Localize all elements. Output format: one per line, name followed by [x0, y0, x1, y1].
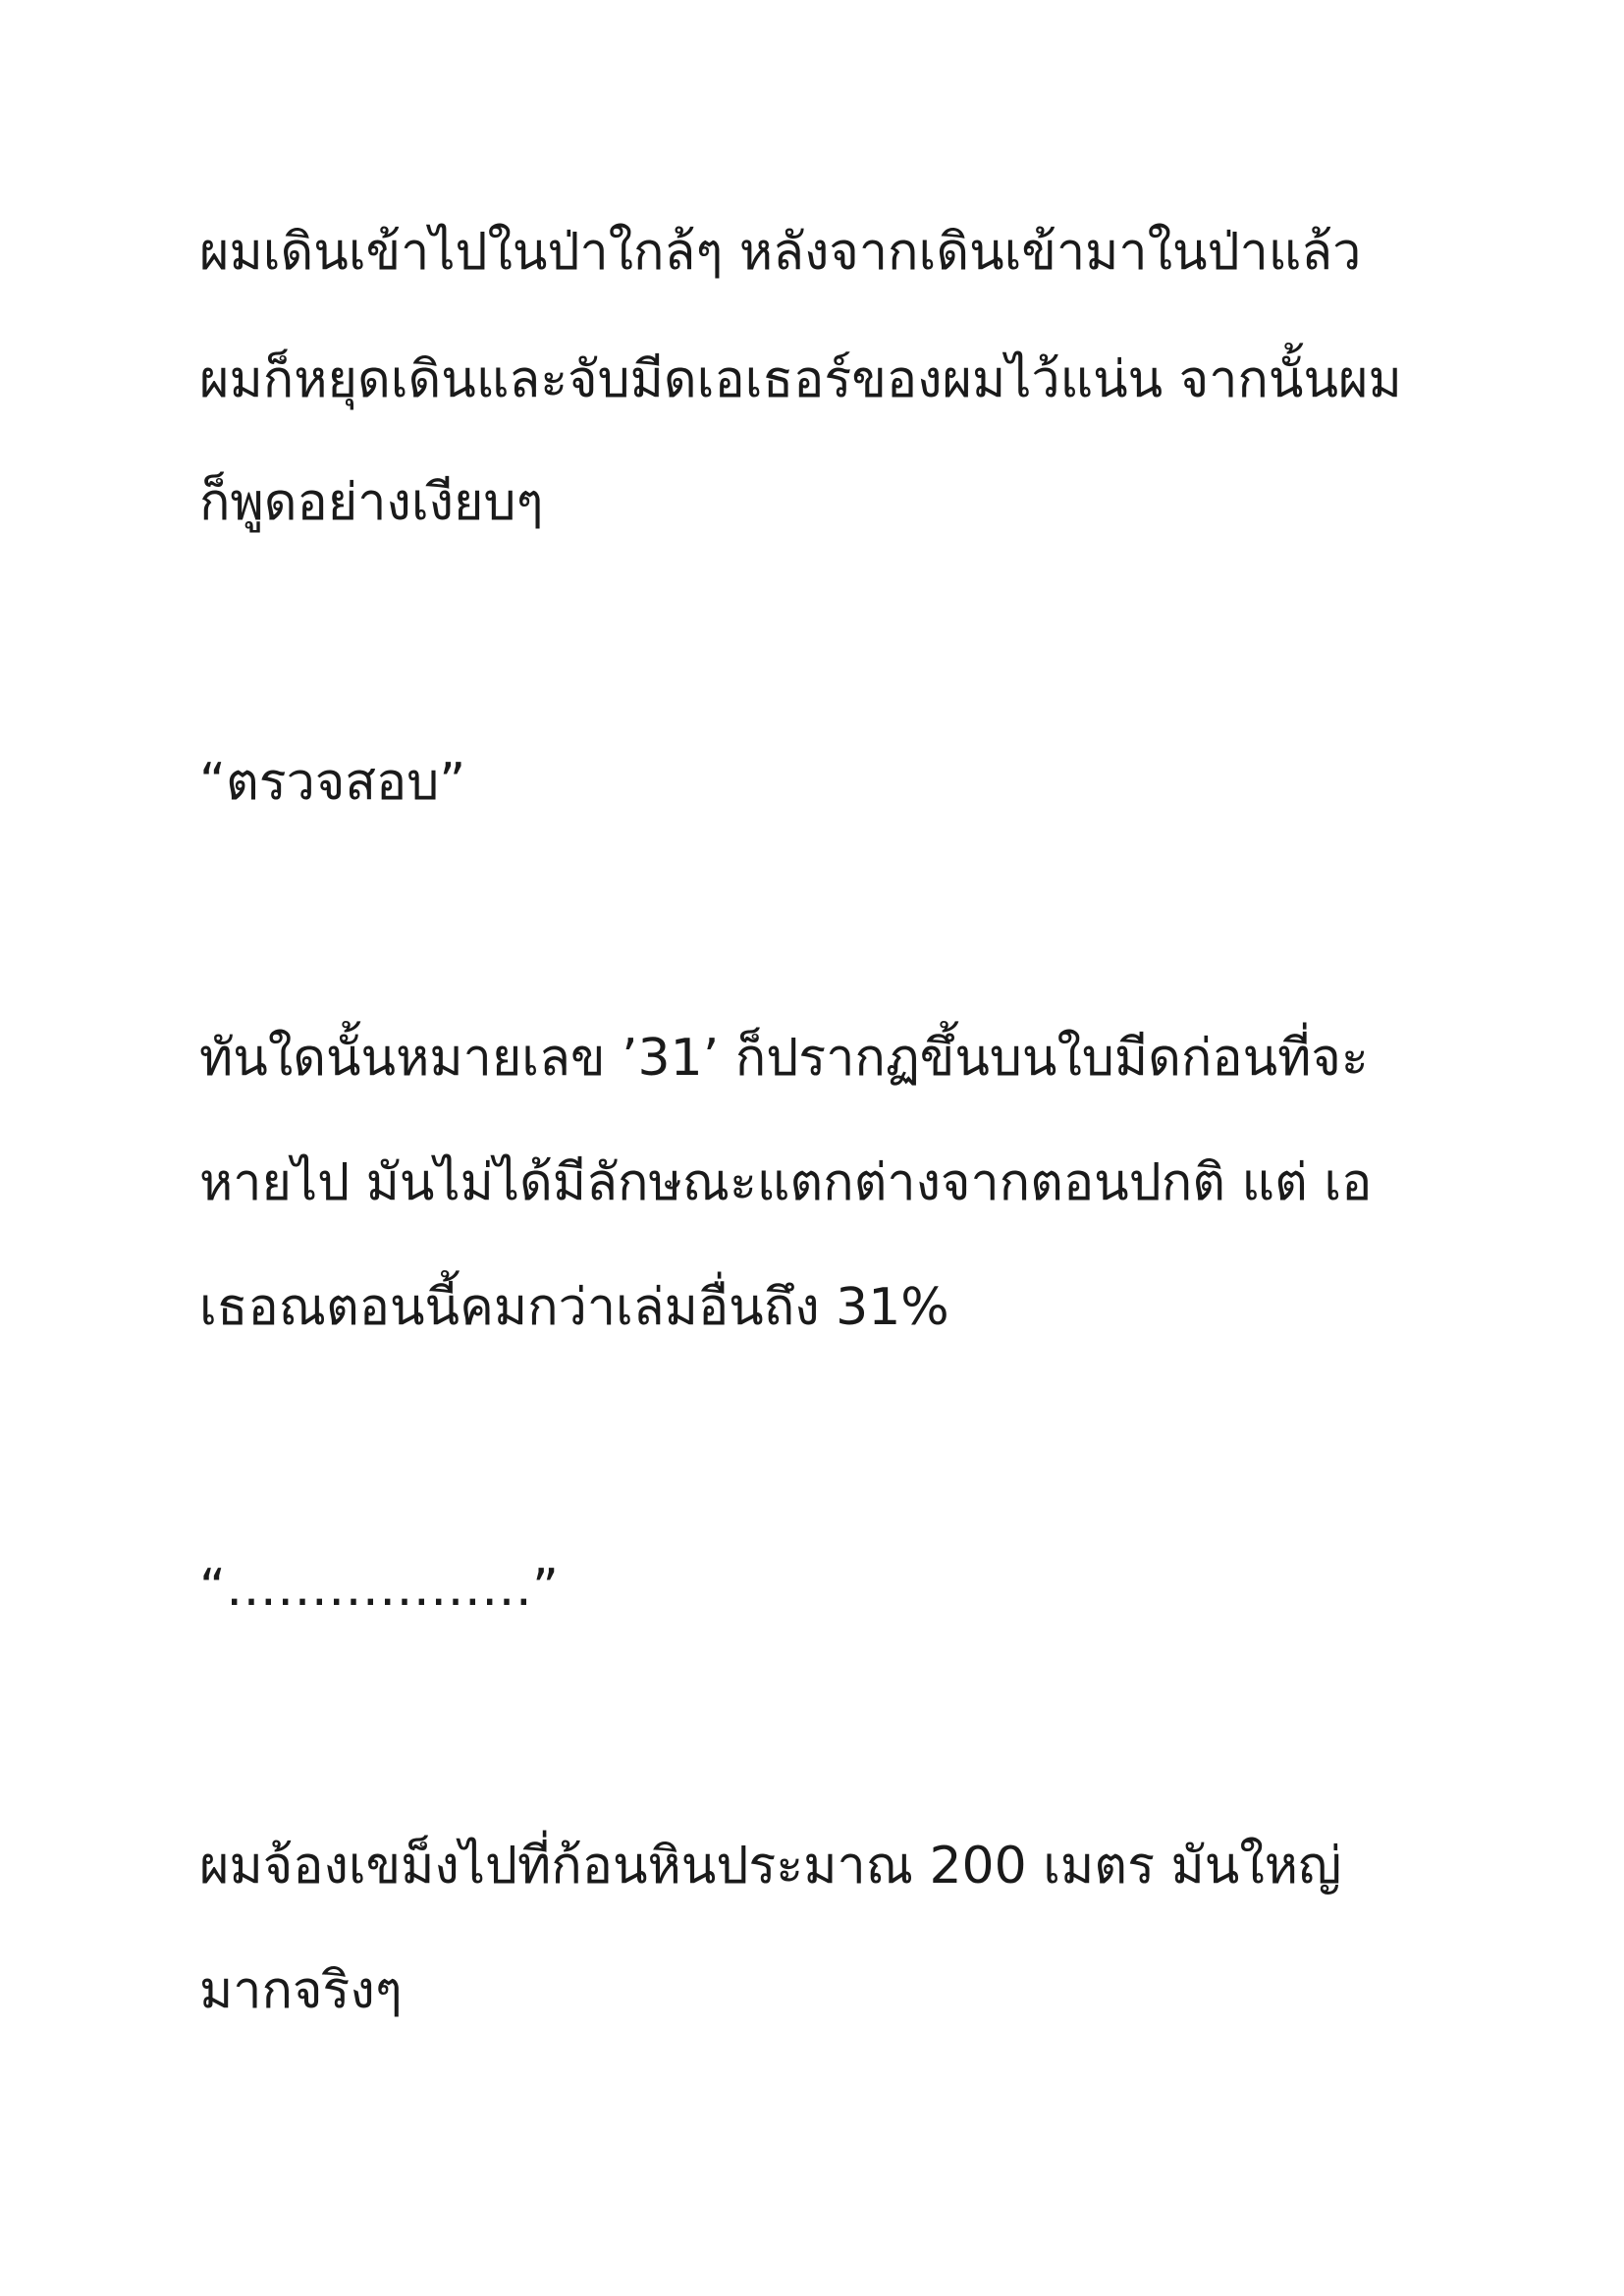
paragraph-3-line-1: ทันใดนั้นหมายเลข ’31’ ก็ปรากฏขึ้นบนใบมีดก่อนที่จะ: [199, 1029, 1369, 1088]
paragraph-3-line-3: เธอณตอนนี้คมกว่าเล่มอื่นถึง 31%: [199, 1278, 949, 1337]
paragraph-1-line-1: ผมเดินเข้าไปในป่าใกล้ๆ หลังจากเดินเข้ามาในป่าแล้ว: [199, 223, 1362, 282]
paragraph-2-line-1: “ตรวจสอบ”: [199, 753, 466, 812]
paragraph-1-line-3: ก็พูดอย่างเงียบๆ: [199, 473, 544, 532]
paragraph-1-line-2: ผมก็หยุดเดินและจับมีดเอเธอร์ของผมไว้แน่น จากนั้นผม: [199, 350, 1402, 409]
paragraph-4-line-1: “………………”: [199, 1559, 559, 1618]
paragraph-3-line-2: หายไป มันไม่ได้มีลักษณะแตกต่างจากตอนปกติ แต่ เอ: [199, 1153, 1373, 1212]
paragraph-5-line-2: มากจริงๆ: [199, 1961, 403, 2020]
paragraph-5-line-1: ผมจ้องเขม็งไปที่ก้อนหินประมาณ 200 เมตร มันใหญ่: [199, 1837, 1342, 1896]
